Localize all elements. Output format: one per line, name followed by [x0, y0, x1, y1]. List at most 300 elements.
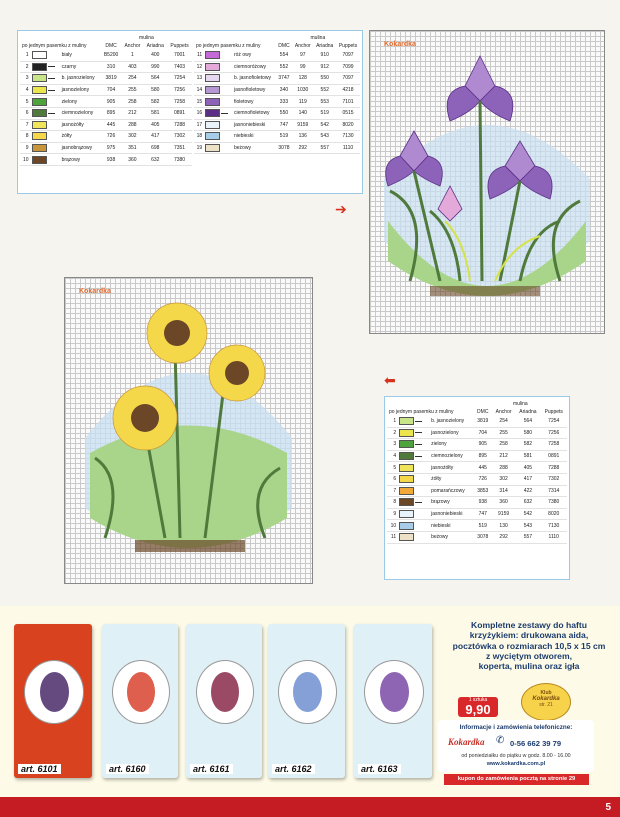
thread-color-swatch: [32, 74, 47, 82]
thread-puppets: 7288: [167, 119, 192, 131]
thread-anchor: 360: [121, 154, 143, 166]
thread-ariadna: 564: [143, 73, 167, 85]
iris-pattern-chart: [369, 30, 605, 334]
thread-puppets: 7099: [336, 61, 360, 73]
thread-row: [20, 96, 192, 108]
product-card[interactable]: [14, 624, 92, 778]
thread-number: 6: [20, 107, 30, 119]
thread-puppets: 7097: [336, 73, 360, 85]
thread-number: 3: [20, 73, 30, 85]
thread-ariadna: 581: [515, 450, 540, 462]
thread-puppets: 8020: [540, 508, 567, 520]
thread-ariadna: 582: [515, 439, 540, 451]
thread-puppets: 8020: [336, 119, 360, 131]
thread-ariadna: 405: [143, 119, 167, 131]
phone-number[interactable]: 0-56 662 39 79: [510, 739, 562, 748]
thread-color-name: jasnozielony: [60, 84, 101, 96]
thread-row: [387, 508, 567, 520]
brand-anchor: Anchor: [124, 43, 141, 49]
thread-symbol: [397, 462, 429, 474]
flower-motif: [211, 672, 239, 712]
thread-color-swatch: [205, 98, 220, 106]
thread-anchor: 212: [492, 450, 515, 462]
thread-puppets: 7254: [540, 416, 567, 427]
thread-row: [20, 84, 192, 96]
thread-dmc: 552: [276, 61, 292, 73]
iris-pattern-image: [370, 31, 604, 333]
thread-color-name: b. jasnofioletowy: [232, 73, 276, 85]
thread-color-name: czarny: [60, 61, 101, 73]
club-stamp: [521, 683, 571, 721]
thread-ariadna: 580: [143, 84, 167, 96]
thread-number: 4: [387, 450, 397, 462]
thread-anchor: 9159: [292, 119, 313, 131]
promo-headline-line: z wyciętym otworem,: [486, 650, 572, 661]
thread-symbol: [203, 107, 232, 119]
product-card[interactable]: [268, 624, 345, 778]
thread-symbol: [397, 416, 429, 427]
promo-headline-line: Kompletne zestawy do haftu: [470, 620, 588, 630]
product-card[interactable]: [186, 624, 262, 778]
thread-dmc: 726: [474, 473, 492, 485]
thread-ariadna: 912: [313, 61, 336, 73]
thread-anchor: 130: [492, 520, 515, 532]
brand-ariadna: Ariadna: [316, 43, 334, 49]
thread-symbol: [397, 450, 429, 462]
thread-color-swatch: [399, 522, 414, 530]
coupon-banner[interactable]: kupon do zamówienia pocztą na stronie 29: [444, 774, 589, 785]
brand-anchor: Anchor: [294, 43, 311, 49]
promo-headline-line: krzyżykiem: drukowana aida,: [469, 630, 589, 641]
thread-row: [20, 119, 192, 131]
thread-color-swatch: [399, 533, 414, 541]
thread-number: 13: [194, 73, 203, 85]
promo-headline: [443, 620, 615, 671]
thread-number: 6: [387, 473, 397, 485]
promo-headline-line: koperta, mulina oraz igła: [478, 661, 580, 672]
thread-symbol: [30, 73, 60, 85]
backstitch-line-icon: [415, 421, 422, 422]
thread-key-panel-bottom: [384, 396, 570, 580]
thread-number: 2: [20, 61, 30, 73]
thread-puppets: 7101: [336, 96, 360, 108]
thread-color-name: brązowy: [429, 497, 474, 509]
thread-color-name: fioletowy: [232, 96, 276, 108]
backstitch-line-icon: [48, 113, 55, 114]
thread-anchor: 255: [492, 427, 515, 439]
thread-number: 12: [194, 61, 203, 73]
thread-symbol: [203, 119, 232, 131]
thread-ariadna: 543: [515, 520, 540, 532]
thread-anchor: 360: [492, 497, 515, 509]
thread-ariadna: 581: [143, 107, 167, 119]
price-value: 9,90: [465, 702, 491, 717]
embroidery-preview: [112, 660, 170, 724]
thread-ariadna: 553: [313, 96, 336, 108]
thread-symbol: [397, 427, 429, 439]
thread-dmc: 938: [474, 497, 492, 509]
thread-anchor: 254: [492, 416, 515, 427]
thread-anchor: 292: [492, 531, 515, 543]
thread-color-swatch: [399, 452, 414, 460]
thread-number: 9: [387, 508, 397, 520]
brand-anchor: Anchor: [495, 409, 512, 415]
thread-anchor: 288: [492, 462, 515, 474]
thread-color-swatch: [32, 109, 47, 117]
thread-color-swatch: [32, 98, 47, 106]
thread-color-swatch: [399, 464, 414, 472]
article-number: art. 6163: [358, 764, 401, 774]
thread-number: 8: [20, 131, 30, 143]
bottom-strip: [0, 797, 620, 817]
thread-ariadna: 990: [143, 61, 167, 73]
thread-row: [194, 61, 360, 73]
thread-color-name: jasnoniebieski: [232, 119, 276, 131]
thread-puppets: 0515: [336, 107, 360, 119]
thread-anchor: 292: [292, 142, 313, 154]
threads-label: po jednym pasemku z muliny: [196, 43, 261, 49]
thread-color-swatch: [205, 109, 220, 117]
thread-symbol: [397, 497, 429, 509]
thread-dmc: 704: [101, 84, 122, 96]
sunflower-pattern-image: [65, 278, 312, 583]
thread-color-name: b. jasnozielony: [60, 73, 101, 85]
thread-puppets: 7130: [336, 131, 360, 143]
thread-dmc: 445: [474, 462, 492, 474]
thread-anchor: 140: [292, 107, 313, 119]
thread-color-name: ciemnoróżowy: [232, 61, 276, 73]
thread-dmc: 895: [474, 450, 492, 462]
thread-row: [387, 439, 567, 451]
kokardka-logo: Kokardka: [384, 41, 416, 48]
thread-anchor: 288: [121, 119, 143, 131]
thread-color-swatch: [32, 156, 47, 164]
thread-symbol: [30, 84, 60, 96]
thread-ariadna: 557: [515, 531, 540, 543]
thread-ariadna: 542: [515, 508, 540, 520]
thread-color-name: jasnożółty: [429, 462, 474, 474]
price-badge: [458, 697, 498, 717]
thread-dmc: 747: [474, 508, 492, 520]
thread-symbol: [30, 61, 60, 73]
brand-dmc: DMC: [105, 43, 117, 49]
thread-color-name: ciemnozielony: [60, 107, 101, 119]
thread-color-name: jasnozielony: [429, 427, 474, 439]
thread-anchor: 136: [292, 131, 313, 143]
thread-symbol: [397, 531, 429, 543]
thread-puppets: 7258: [167, 96, 192, 108]
mulina-label: mulina: [310, 35, 326, 41]
thread-puppets: 0891: [540, 450, 567, 462]
thread-symbol: [203, 96, 232, 108]
thread-number: 2: [387, 427, 397, 439]
thread-puppets: 7258: [540, 439, 567, 451]
thread-color-name: pomarańczowy: [429, 485, 474, 497]
thread-number: 15: [194, 96, 203, 108]
flower-motif: [40, 672, 69, 712]
thread-ariadna: 400: [143, 50, 167, 61]
thread-dmc: 333: [276, 96, 292, 108]
backstitch-line-icon: [415, 444, 422, 445]
thread-anchor: 302: [492, 473, 515, 485]
thread-number: 18: [194, 131, 203, 143]
thread-row: [387, 497, 567, 509]
thread-table-c: [387, 400, 567, 544]
thread-symbol: [30, 96, 60, 108]
thread-anchor: 403: [121, 61, 143, 73]
thread-dmc: 3819: [474, 416, 492, 427]
thread-dmc: 550: [276, 107, 292, 119]
thread-symbol: [397, 520, 429, 532]
thread-color-name: zielony: [429, 439, 474, 451]
page-number: 5: [605, 802, 611, 813]
thread-row: [20, 142, 192, 154]
thread-anchor: 9159: [492, 508, 515, 520]
thread-number: 11: [387, 531, 397, 543]
thread-row: [194, 73, 360, 85]
thread-symbol: [397, 508, 429, 520]
thread-color-name: niebieski: [232, 131, 276, 143]
thread-dmc: 905: [474, 439, 492, 451]
thread-symbol: [203, 142, 232, 154]
thread-symbol: [203, 73, 232, 85]
thread-ariadna: 910: [313, 50, 336, 61]
product-card[interactable]: [102, 624, 178, 778]
thread-puppets: 7254: [167, 73, 192, 85]
brand-dmc: DMC: [278, 43, 290, 49]
thread-puppets: 7130: [540, 520, 567, 532]
thread-color-swatch: [205, 121, 220, 129]
brand-dmc: DMC: [477, 409, 489, 415]
thread-anchor: 128: [292, 73, 313, 85]
thread-row: [194, 84, 360, 96]
promo-headline-line: pocztówka o rozmiarach 10,5 x 15 cm: [452, 640, 606, 651]
thread-color-swatch: [32, 86, 47, 94]
thread-color-swatch: [205, 51, 220, 59]
flower-motif: [293, 672, 322, 712]
thread-puppets: 7351: [167, 142, 192, 154]
thread-dmc: 905: [101, 96, 122, 108]
backstitch-line-icon: [415, 502, 422, 503]
article-number: art. 6101: [18, 764, 61, 774]
thread-anchor: 255: [121, 84, 143, 96]
flower-motif: [380, 672, 409, 712]
thread-color-name: beżowy: [429, 531, 474, 543]
arrow-left-icon: ⬅: [384, 372, 396, 388]
thread-symbol: [30, 131, 60, 143]
thread-color-name: jasnożółty: [60, 119, 101, 131]
thread-color-name: brązowy: [60, 154, 101, 166]
thread-ariadna: 543: [313, 131, 336, 143]
thread-puppets: 7256: [167, 84, 192, 96]
thread-row: [194, 50, 360, 61]
thread-anchor: 258: [492, 439, 515, 451]
backstitch-line-icon: [48, 78, 55, 79]
thread-row: [20, 107, 192, 119]
thread-row: [194, 142, 360, 154]
thread-dmc: 3078: [474, 531, 492, 543]
thread-dmc: 310: [101, 61, 122, 73]
embroidery-preview: [196, 660, 254, 724]
mulina-label: mulina: [512, 401, 528, 407]
thread-symbol: [30, 119, 60, 131]
thread-color-name: beżowy: [232, 142, 276, 154]
thread-dmc: 554: [276, 50, 292, 61]
thread-color-swatch: [399, 429, 414, 437]
thread-ariadna: 422: [515, 485, 540, 497]
product-card[interactable]: [354, 624, 432, 778]
phone-icon: ✆: [496, 735, 505, 746]
thread-color-name: jasnofioletowy: [232, 84, 276, 96]
thread-dmc: B5200: [101, 50, 122, 61]
thread-color-swatch: [32, 144, 47, 152]
article-number: art. 6161: [190, 764, 233, 774]
brand-puppets: Puppets: [170, 43, 189, 49]
thread-symbol: [203, 84, 232, 96]
thread-number: 16: [194, 107, 203, 119]
arrow-right-icon: ➔: [335, 201, 347, 217]
thread-color-swatch: [399, 487, 414, 495]
thread-anchor: 212: [121, 107, 143, 119]
thread-number: 11: [194, 50, 203, 61]
thread-color-swatch: [399, 510, 414, 518]
thread-number: 19: [194, 142, 203, 154]
thread-dmc: 975: [101, 142, 122, 154]
thread-puppets: 0891: [167, 107, 192, 119]
thread-ariadna: 632: [515, 497, 540, 509]
thread-anchor: 254: [121, 73, 143, 85]
thread-ariadna: 542: [313, 119, 336, 131]
brand-puppets: Puppets: [544, 409, 563, 415]
thread-number: 1: [387, 416, 397, 427]
thread-number: 14: [194, 84, 203, 96]
thread-color-swatch: [205, 86, 220, 94]
thread-ariadna: 550: [313, 73, 336, 85]
embroidery-preview: [364, 660, 424, 724]
thread-dmc: 3747: [276, 73, 292, 85]
flower-motif: [127, 672, 155, 712]
thread-row: [387, 450, 567, 462]
thread-row: [387, 427, 567, 439]
thread-puppets: 7403: [167, 61, 192, 73]
thread-dmc: 519: [474, 520, 492, 532]
thread-row: [387, 520, 567, 532]
backstitch-line-icon: [48, 66, 55, 67]
thread-number: 5: [20, 96, 30, 108]
thread-dmc: 3853: [474, 485, 492, 497]
thread-color-name: jasnoniebieski: [429, 508, 474, 520]
thread-ariadna: 580: [515, 427, 540, 439]
thread-symbol: [203, 50, 232, 61]
threads-label: po jednym pasemku z muliny: [389, 409, 454, 415]
thread-color-swatch: [32, 132, 47, 140]
thread-color-name: b. jasnozielony: [429, 416, 474, 427]
thread-table-b: [194, 34, 360, 154]
thread-row: [20, 131, 192, 143]
thread-number: 7: [20, 119, 30, 131]
kokardka-logo: Kokardka: [79, 288, 111, 295]
thread-row: [20, 50, 192, 61]
thread-puppets: 7097: [336, 50, 360, 61]
backstitch-line-icon: [415, 432, 422, 433]
brand-ariadna: Ariadna: [146, 43, 164, 49]
thread-number: 8: [387, 497, 397, 509]
thread-ariadna: 632: [143, 154, 167, 166]
thread-symbol: [30, 154, 60, 166]
thread-ariadna: 564: [515, 416, 540, 427]
thread-row: [20, 73, 192, 85]
thread-ariadna: 557: [313, 142, 336, 154]
thread-color-swatch: [32, 63, 47, 71]
thread-color-name: róż owy: [232, 50, 276, 61]
thread-color-swatch: [205, 74, 220, 82]
thread-puppets: 4218: [336, 84, 360, 96]
thread-puppets: 7256: [540, 427, 567, 439]
thread-row: [387, 416, 567, 427]
thread-puppets: 1110: [336, 142, 360, 154]
thread-puppets: 7380: [167, 154, 192, 166]
thread-color-swatch: [205, 132, 220, 140]
thread-number: 5: [387, 462, 397, 474]
thread-ariadna: 552: [313, 84, 336, 96]
thread-anchor: 1: [121, 50, 143, 61]
stamp-line: Klub: [540, 690, 552, 696]
thread-row: [194, 119, 360, 131]
thread-anchor: 99: [292, 61, 313, 73]
website-link[interactable]: www.kokardka.com.pl: [486, 761, 546, 767]
thread-row: [194, 107, 360, 119]
thread-color-name: biały: [60, 50, 101, 61]
order-hours: od poniedziałku do piątku w godz. 8.00 - 16.00: [461, 753, 571, 759]
thread-color-name: jasnobrązowy: [60, 142, 101, 154]
price-caption: 1 sztuka: [468, 697, 488, 703]
thread-anchor: 258: [121, 96, 143, 108]
sunflower-pattern-chart: [64, 277, 313, 584]
mulina-label: mulina: [139, 35, 154, 41]
thread-anchor: 1030: [292, 84, 313, 96]
thread-puppets: 1110: [540, 531, 567, 543]
thread-row: [20, 61, 192, 73]
thread-symbol: [397, 485, 429, 497]
thread-color-name: żółty: [60, 131, 101, 143]
thread-symbol: [203, 131, 232, 143]
thread-number: 10: [387, 520, 397, 532]
thread-number: 4: [20, 84, 30, 96]
thread-dmc: 938: [101, 154, 122, 166]
thread-color-swatch: [205, 63, 220, 71]
thread-number: 3: [387, 439, 397, 451]
thread-dmc: 519: [276, 131, 292, 143]
thread-row: [387, 473, 567, 485]
threads-label: po jednym pasemku z muliny: [22, 43, 87, 49]
order-info-title: Informacje i zamówienia telefoniczne:: [459, 724, 573, 731]
thread-puppets: 7001: [167, 50, 192, 61]
thread-color-name: ciemnofioletowy: [232, 107, 276, 119]
thread-color-swatch: [32, 51, 47, 59]
thread-color-name: niebieski: [429, 520, 474, 532]
thread-puppets: 7380: [540, 497, 567, 509]
thread-symbol: [203, 61, 232, 73]
thread-color-name: ciemnozielony: [429, 450, 474, 462]
thread-symbol: [397, 473, 429, 485]
thread-symbol: [30, 107, 60, 119]
thread-row: [194, 96, 360, 108]
brand-ariadna: Ariadna: [519, 409, 537, 415]
thread-ariadna: 698: [143, 142, 167, 154]
thread-dmc: 340: [276, 84, 292, 96]
thread-dmc: 704: [474, 427, 492, 439]
thread-puppets: 7302: [540, 473, 567, 485]
